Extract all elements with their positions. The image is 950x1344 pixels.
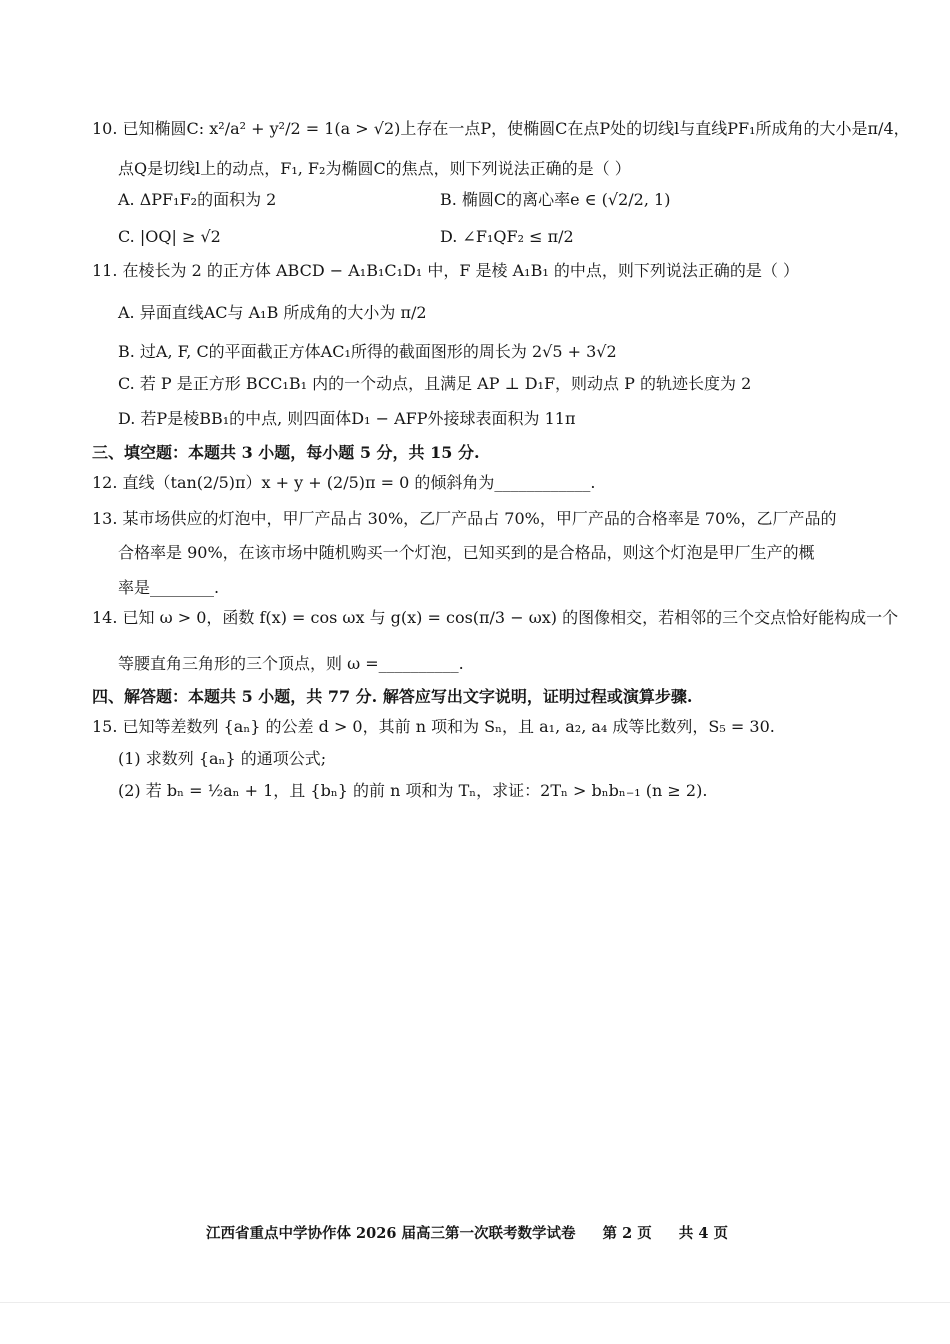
footer-exam-title: 江西省重点中学协作体 2026 届高三第一次联考数学试卷 <box>206 1225 576 1242</box>
q10-option-b: B. 椭圆C的离心率e ∈ (√2/2, 1) <box>440 190 671 209</box>
q12: 12. 直线（tan(2/5)π）x + y + (2/5)π = 0 的倾斜角为____________. <box>92 473 596 492</box>
q10-option-a: A. ΔPF₁F₂的面积为 2 <box>118 190 277 209</box>
q13-line2: 合格率是 90%，在该市场中随机购买一个灯泡，已知买到的是合格品，则这个灯泡是甲厂生产的概 <box>118 543 815 562</box>
q15-stem: 15. 已知等差数列 {aₙ} 的公差 d > 0，其前 n 项和为 Sₙ，且 a₁, a₂, a₄ 成等比数列，S₅ = 30. <box>92 717 775 736</box>
q10-line2: 点Q是切线l上的动点，F₁, F₂为椭圆C的焦点，则下列说法正确的是（ ） <box>118 159 631 178</box>
q15-part1: (1) 求数列 {aₙ} 的通项公式; <box>118 749 327 768</box>
q13-line3: 率是________. <box>118 578 220 597</box>
page-footer <box>206 1222 750 1243</box>
bottom-divider <box>0 1302 950 1303</box>
q13-line1: 13. 某市场供应的灯泡中，甲厂产品占 30%，乙厂产品占 70%，甲厂产品的合格率是 70%，乙厂产品的 <box>92 509 837 528</box>
footer-total-pages: 共 4 页 <box>678 1225 728 1242</box>
q11-option-a: A. 异面直线AC与 A₁B 所成角的大小为 π/2 <box>118 303 427 322</box>
q14-line2: 等腰直角三角形的三个顶点，则 ω =__________. <box>118 654 464 673</box>
footer-page-number: 第 2 页 <box>602 1225 652 1242</box>
q11-option-b: B. 过A, F, C的平面截正方体AC₁所得的截面图形的周长为 2√5 + 3√2 <box>118 342 617 361</box>
q11-option-c: C. 若 P 是正方形 BCC₁B₁ 内的一个动点，且满足 AP ⊥ D₁F，则动点 P 的轨迹长度为 2 <box>118 374 752 393</box>
section-3-heading: 三、填空题：本题共 3 小题，每小题 5 分，共 15 分. <box>92 443 480 462</box>
q10-option-d: D. ∠F₁QF₂ ≤ π/2 <box>440 227 574 246</box>
q14-line1: 14. 已知 ω > 0，函数 f(x) = cos ωx 与 g(x) = cos(π/3 − ωx) 的图像相交，若相邻的三个交点恰好能构成一个 <box>92 608 899 627</box>
q10-line1: 10. 已知椭圆C: x²/a² + y²/2 = 1(a > √2)上存在一点P，使椭圆C在点P处的切线l与直线PF₁所成角的大小是π/4， <box>92 119 910 138</box>
q10-option-c: C. |OQ| ≥ √2 <box>118 227 221 246</box>
q11-stem: 11. 在棱长为 2 的正方体 ABCD − A₁B₁C₁D₁ 中，F 是棱 A₁B₁ 的中点，则下列说法正确的是（ ） <box>92 261 799 280</box>
section-4-heading: 四、解答题：本题共 5 小题，共 77 分. 解答应写出文字说明，证明过程或演算步骤. <box>92 687 693 706</box>
q11-option-d: D. 若P是棱BB₁的中点, 则四面体D₁ − AFP外接球表面积为 11π <box>118 409 576 428</box>
q15-part2: (2) 若 bₙ = ½aₙ + 1，且 {bₙ} 的前 n 项和为 Tₙ，求证：2Tₙ > bₙbₙ₋₁ (n ≥ 2). <box>118 781 708 800</box>
